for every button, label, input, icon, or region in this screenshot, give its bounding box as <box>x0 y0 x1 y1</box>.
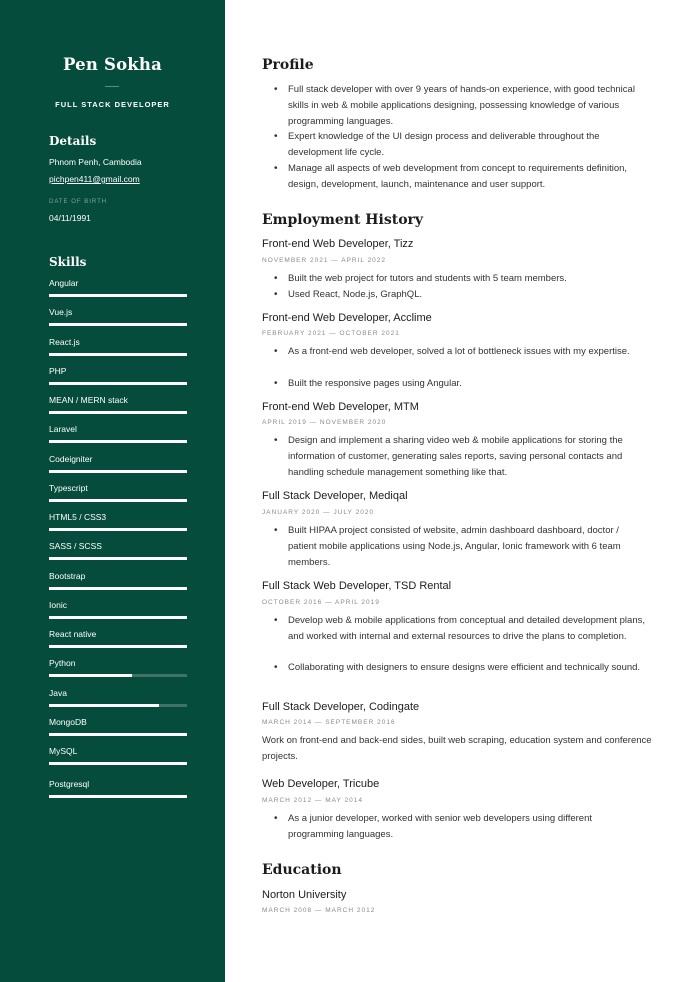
sidebar <box>0 0 225 982</box>
job-title: Full Stack Developer, Codingate <box>262 701 420 713</box>
job-title: Front-end Web Developer, Acclime <box>262 312 432 324</box>
skill-bar <box>49 674 187 677</box>
job-bullet: • Built the responsive pages using Angular. <box>288 376 650 392</box>
profile-bullet: • Full stack developer with over 9 years of hands-on experience, with good technical skills in web & mobile applications designing, possessing knowledge of various programming languages. <box>288 82 650 129</box>
skill-bar-fill <box>49 704 159 707</box>
job-date: MARCH 2014 — SEPTEMBER 2016 <box>262 719 396 726</box>
details-location: Phnom Penh, Cambodia <box>49 157 142 167</box>
job-bullet: • Develop web & mobile applications from conceptual and detailed development plans, and worked with internal and external resources to drive the plans to completion. <box>288 613 650 645</box>
skill-label: MongoDB <box>49 717 87 727</box>
name-divider <box>105 86 119 87</box>
education-heading: Education <box>262 862 342 878</box>
job-title: Front-end Web Developer, MTM <box>262 401 419 413</box>
skill-bar <box>49 557 187 560</box>
job-date: OCTOBER 2016 — APRIL 2019 <box>262 599 380 606</box>
skill-label: Laravel <box>49 424 77 434</box>
job-title: Full Stack Developer, Mediqal <box>262 490 408 502</box>
skill-label: Typescript <box>49 483 88 493</box>
skill-bar <box>49 294 187 297</box>
skill-bar <box>49 470 187 473</box>
skill-bar-fill <box>49 294 187 297</box>
skill-bar-fill <box>49 645 187 648</box>
skills-heading: Skills <box>49 255 87 269</box>
skill-bar <box>49 762 187 765</box>
skill-bar-fill <box>49 528 187 531</box>
job-description: Work on front-end and back-end sides, built web scraping, education system and conference projects. <box>262 735 652 762</box>
skill-label: Angular <box>49 278 79 288</box>
job-bullet: • Design and implement a sharing video web & mobile applications for storing the information of customer, generating sales reports, saving personal contacts and handling schedule management something like that. <box>288 433 650 480</box>
skill-label: Codeigniter <box>49 454 93 464</box>
skill-bar <box>49 323 187 326</box>
education-school: Norton University <box>262 889 347 901</box>
skill-bar-fill <box>49 411 187 414</box>
job-bullet: • Used React, Node.js, GraphQL. <box>288 287 650 303</box>
skill-bar-fill <box>49 733 187 736</box>
skill-bar <box>49 411 187 414</box>
skill-bar-fill <box>49 440 187 443</box>
job-date: FEBRUARY 2021 — OCTOBER 2021 <box>262 330 400 337</box>
job-date: NOVEMBER 2021 — APRIL 2022 <box>262 257 387 264</box>
job-bullet: • Built HIPAA project consisted of website, admin dashboard dashboard, doctor / patient mobile applications using Node.js, Angular, Ionic framework with 6 team members. <box>288 523 650 570</box>
skill-bar <box>49 733 187 736</box>
skill-label: Postgresql <box>49 779 90 789</box>
dob-value: 04/11/1991 <box>49 213 91 223</box>
skill-bar <box>49 353 187 356</box>
job-bullet: • Built the web project for tutors and students with 5 team members. <box>288 271 650 287</box>
skill-bar-fill <box>49 587 187 590</box>
details-email[interactable]: pichpen411@gmail.com <box>49 174 140 184</box>
skill-bar <box>49 795 187 798</box>
skill-bar <box>49 382 187 385</box>
job-title: Full Stack Web Developer, TSD Rental <box>262 580 452 592</box>
skill-bar <box>49 704 187 707</box>
skill-bar-fill <box>49 795 187 798</box>
skill-label: React.js <box>49 337 80 347</box>
person-title: FULL STACK DEVELOPER <box>55 100 170 109</box>
job-title: Front-end Web Developer, Tizz <box>262 238 414 250</box>
skill-label: MySQL <box>49 746 78 756</box>
skill-bar-fill <box>49 323 187 326</box>
skill-bar-fill <box>49 353 187 356</box>
skill-bar <box>49 587 187 590</box>
job-bullet: • As a junior developer, worked with senior web developers using different programming languages. <box>288 811 650 843</box>
skill-bar-fill <box>49 382 187 385</box>
skill-bar-fill <box>49 762 187 765</box>
job-title: Web Developer, Tricube <box>262 778 380 790</box>
profile-bullet: • Manage all aspects of web development from concept to requirements definition, design, development, launch, maintenance and user support. <box>288 161 650 193</box>
skill-label: SASS / SCSS <box>49 541 102 551</box>
job-date: MARCH 2012 — MAY 2014 <box>262 797 363 804</box>
job-date: JANUARY 2020 — JULY 2020 <box>262 509 375 516</box>
job-bullet: • As a front-end web developer, solved a lot of bottleneck issues with my expertise. <box>288 344 650 360</box>
skill-bar-fill <box>49 674 132 677</box>
job-date: APRIL 2019 — NOVEMBER 2020 <box>262 419 387 426</box>
skill-bar-fill <box>49 499 187 502</box>
skill-label: Java <box>49 688 67 698</box>
dob-label: DATE OF BIRTH <box>49 199 108 205</box>
skill-bar-fill <box>49 470 187 473</box>
education-date: MARCH 2008 — MARCH 2012 <box>262 907 376 914</box>
skill-label: MEAN / MERN stack <box>49 395 128 405</box>
skill-bar <box>49 616 187 619</box>
skill-label: PHP <box>49 366 67 376</box>
profile-bullet: • Expert knowledge of the UI design process and deliverable throughout the development life cycle. <box>288 129 650 161</box>
skill-label: React native <box>49 629 97 639</box>
skill-label: Ionic <box>49 600 67 610</box>
skill-bar <box>49 528 187 531</box>
skill-label: Python <box>49 658 76 668</box>
skill-bar <box>49 645 187 648</box>
employment-heading: Employment History <box>262 212 424 228</box>
details-heading: Details <box>49 134 97 148</box>
skill-label: Bootstrap <box>49 571 86 581</box>
skill-bar <box>49 440 187 443</box>
skill-bar <box>49 499 187 502</box>
person-name: Pen Sokha <box>62 55 163 74</box>
skill-label: Vue.js <box>49 307 73 317</box>
job-bullet: • Collaborating with designers to ensure designs were efficient and technically sound. <box>288 660 650 676</box>
profile-heading: Profile <box>262 57 314 73</box>
skill-label: HTML5 / CSS3 <box>49 512 107 522</box>
skill-bar-fill <box>49 616 187 619</box>
skill-bar-fill <box>49 557 187 560</box>
